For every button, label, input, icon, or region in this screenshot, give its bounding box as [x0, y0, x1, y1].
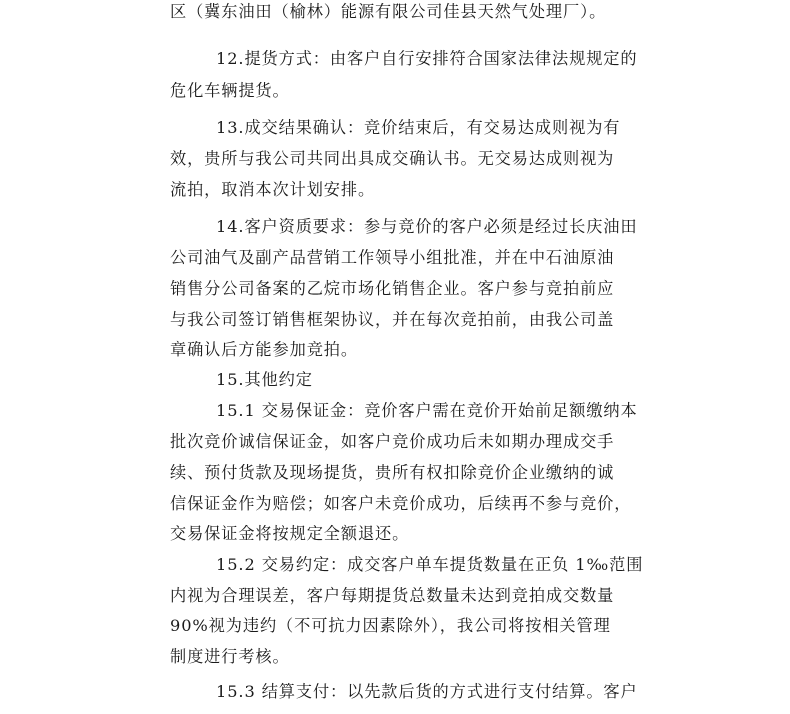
text-line: 交易保证金将按规定全额退还。 — [170, 524, 410, 543]
text-line: 90%视为违约（不可抗力因素除外），我公司将按相关管理 — [170, 616, 611, 635]
text-line: 公司油气及副产品营销工作领导小组批准，并在中石油原油 — [170, 248, 615, 267]
clause-15-3-line: 15.3 结算支付：以先款后货的方式进行支付结算。客户 — [216, 682, 638, 701]
clause-14-line: 14.客户资质要求：参与竞价的客户必须是经过长庆油田 — [216, 217, 638, 236]
text-line: 章确认后方能参加竞拍。 — [170, 340, 358, 359]
text-line: 续、预付货款及现场提货，贵所有权扣除竞价企业缴纳的诚 — [170, 463, 615, 482]
text-line: 危化车辆提货。 — [170, 81, 290, 100]
clause-13-line: 13.成交结果确认：竞价结束后，有交易达成则视为有 — [216, 118, 621, 137]
text-line: 信保证金作为赔偿；如客户未竞价成功，后续再不参与竞价， — [170, 494, 632, 513]
text-line: 销售分公司备案的乙烷市场化销售企业。客户参与竞拍前应 — [170, 279, 615, 298]
clause-15-heading: 15.其他约定 — [216, 370, 313, 389]
text-line: 区（冀东油田（榆林）能源有限公司佳县天然气处理厂）。 — [170, 2, 607, 21]
text-line: 批次竞价诚信保证金，如客户竞价成功后未如期办理成交手 — [170, 432, 615, 451]
text-line: 流拍，取消本次计划安排。 — [170, 180, 376, 199]
clause-12-line: 12.提货方式：由客户自行安排符合国家法律法规规定的 — [216, 49, 638, 68]
text-line: 与我公司签订销售框架协议，并在每次竞拍前，由我公司盖 — [170, 310, 615, 329]
text-line: 效，贵所与我公司共同出具成交确认书。无交易达成则视为 — [170, 149, 615, 168]
clause-15-2-line: 15.2 交易约定：成交客户单车提货数量在正负 1‰范围 — [216, 555, 644, 574]
text-line: 内视为合理误差，客户每期提货总数量未达到竞拍成交数量 — [170, 586, 615, 605]
clause-15-1-line: 15.1 交易保证金：竞价客户需在竞价开始前足额缴纳本 — [216, 401, 638, 420]
text-line: 制度进行考核。 — [170, 647, 290, 666]
